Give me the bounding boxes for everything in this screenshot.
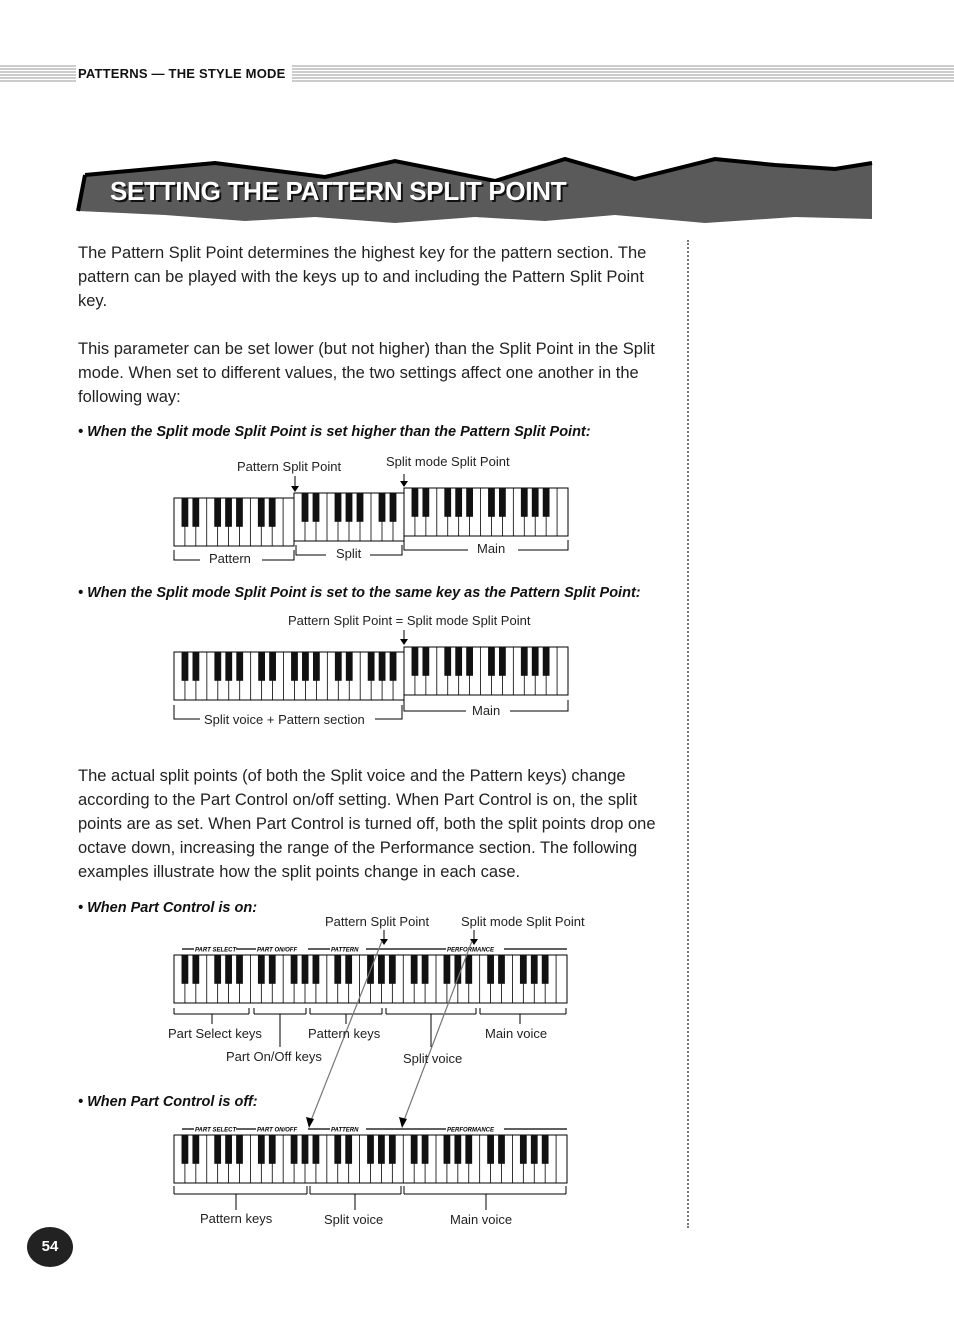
label-part-select-keys: Part Select keys — [168, 1026, 262, 1041]
column-divider — [687, 240, 689, 1228]
strip-performance: PERFORMANCE — [447, 947, 495, 954]
paragraph-intro: The Pattern Split Point determines the highest key for the pattern section. The pattern can be played with the keys up to and including the Pattern Split Point key. — [78, 244, 647, 310]
keyboard-diagram-4 — [170, 1120, 570, 1210]
keyboard-diagram-1 — [170, 472, 570, 562]
page-number: 54 — [27, 1227, 73, 1267]
label-split-mode-split-point: Split mode Split Point — [386, 454, 510, 469]
bullet-part-control-off: • When Part Control is off: — [78, 1094, 258, 1110]
strip-part-on-off: PART ON/OFF — [257, 1127, 298, 1134]
strip-pattern: PATTERN — [331, 1127, 359, 1134]
strip-part-select: PART SELECT — [195, 947, 237, 954]
strip-performance: PERFORMANCE — [447, 1127, 495, 1134]
label-part-onoff-keys: Part On/Off keys — [226, 1049, 322, 1064]
label-main-voice: Main voice — [485, 1026, 548, 1041]
bullet-higher: • When the Split mode Split Point is set higher than the Pattern Split Point: — [78, 424, 591, 440]
page-title: SETTING THE PATTERN SPLIT POINT — [110, 176, 567, 206]
label-split: Split — [336, 546, 362, 561]
label-pattern-split-point-3: Pattern Split Point — [325, 914, 430, 929]
label-split-voice-off: Split voice — [324, 1212, 384, 1227]
paragraph-parameter: This parameter can be set lower (but not higher) than the Split Point in the Split mode. When set to different values, the two settings affect one another in the following way: — [78, 340, 655, 406]
keyboard-diagram-2 — [170, 626, 570, 726]
strip-pattern: PATTERN — [331, 947, 359, 954]
label-main-2: Main — [472, 703, 501, 718]
label-split-mode-split-point-3: Split mode Split Point — [461, 914, 585, 929]
label-pattern: Pattern — [209, 551, 251, 566]
label-pattern-split-point: Pattern Split Point — [237, 459, 342, 474]
label-main-voice-off: Main voice — [450, 1212, 513, 1227]
label-pattern-keys-off: Pattern keys — [200, 1211, 273, 1226]
label-split-voice: Split voice — [403, 1051, 463, 1066]
label-main: Main — [477, 541, 506, 556]
label-pattern-keys: Pattern keys — [308, 1026, 381, 1041]
running-header: PATTERNS — THE STYLE MODE — [78, 66, 286, 81]
strip-part-select: PART SELECT — [195, 1127, 237, 1134]
bullet-part-control-on: • When Part Control is on: — [78, 900, 258, 916]
strip-part-on-off: PART ON/OFF — [257, 947, 298, 954]
label-equal-split-point: Pattern Split Point = Split mode Split Point — [288, 613, 531, 628]
label-split-voice-pattern: Split voice + Pattern section — [204, 712, 365, 727]
bullet-same: • When the Split mode Split Point is set to the same key as the Pattern Split Point: — [78, 585, 641, 601]
paragraph-part-control: The actual split points (of both the Split voice and the Pattern keys) change according to the Part Control on/off setting. When Part Control is on, the split points are as set. When Part Control is turned off, both the split points drop one octave down, increasing the range of the Performance section. The following examples illustrate how the split points change in each case. — [78, 767, 656, 881]
